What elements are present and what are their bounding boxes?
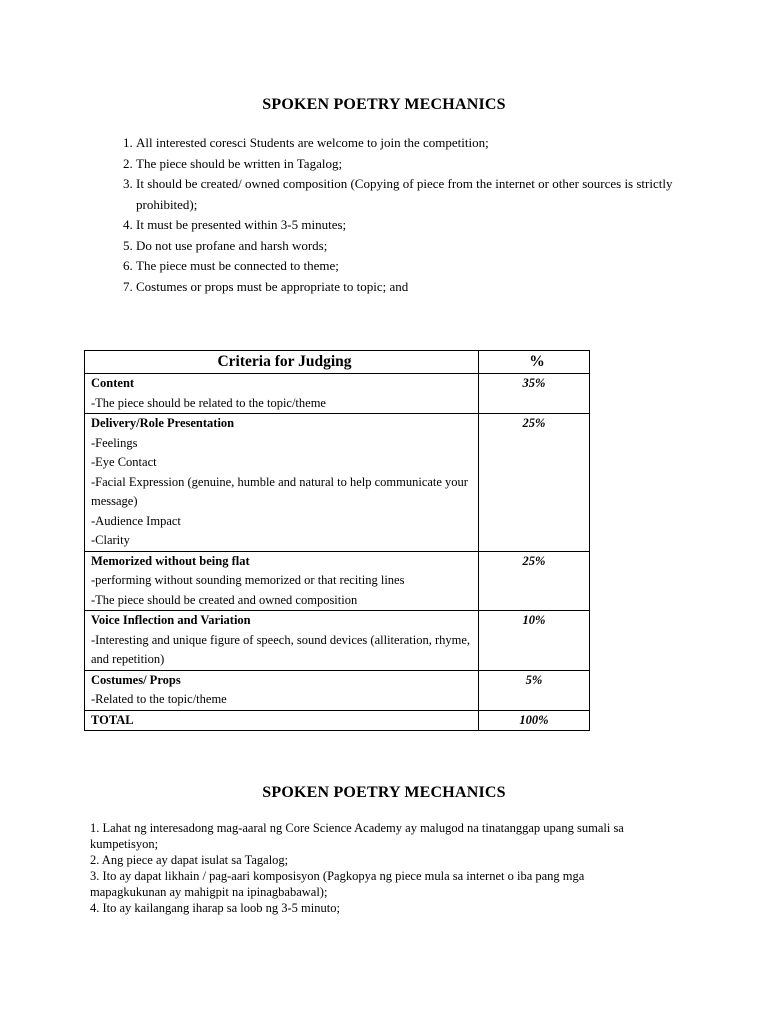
percent-cell: 25% — [479, 551, 590, 611]
rule-item: 7. Costumes or props must be appropriate to topic; and — [136, 277, 696, 298]
table-row — [85, 611, 590, 671]
table-row — [85, 374, 590, 414]
criteria-line: -Interesting and unique figure of speech, sound devices (alliteration, rhyme, and repetition) — [91, 632, 471, 666]
page-title: SPOKEN POETRY MECHANICS — [262, 96, 506, 113]
rule-item: 3. It should be created/ owned composition (Copying of piece from the internet or other sources is strictly prohibited); — [136, 174, 696, 215]
criteria-table — [84, 350, 590, 731]
criteria-title: Content — [91, 376, 135, 390]
rule-item: 1. Lahat ng interesadong mag-aaral ng Core Science Academy ay malugod na tinatanggap upang sumali sa kumpetisyon; — [90, 821, 624, 851]
rule-item: 5. Do not use profane and harsh words; — [136, 236, 696, 257]
total-percent: 100% — [479, 710, 590, 731]
criteria-cell — [85, 551, 479, 611]
rule-item: 3. Ito ay dapat likhain / pag-aari komposisyon (Pagkopya ng piece mula sa internet o iba pang mga mapagkukunan ay mahigpit na ipinagbabawal); — [90, 869, 585, 899]
criteria-cell — [85, 611, 479, 671]
rule-item: 4. Ito ay kailangang iharap sa loob ng 3-5 minuto; — [90, 901, 340, 915]
header-criteria: Criteria for Judging — [85, 351, 479, 374]
rule-item: 1. All interested coresci Students are welcome to join the competition; — [136, 133, 696, 154]
criteria-line: -Eye Contact — [91, 455, 157, 469]
percent-cell: 5% — [479, 670, 590, 710]
table-row — [85, 670, 590, 710]
criteria-title: Memorized without being flat — [91, 553, 250, 568]
percent-cell: 25% — [479, 414, 590, 552]
percent-cell: 35% — [479, 374, 590, 414]
header-percent: % — [479, 351, 590, 374]
criteria-line: -performing without sounding memorized or that reciting lines — [91, 573, 405, 587]
criteria-cell — [85, 374, 479, 414]
criteria-line: -The piece should be created and owned composition — [91, 592, 358, 607]
criteria-line: -The piece should be related to the topic/theme — [91, 395, 326, 410]
table-total-row — [85, 710, 590, 731]
rule-item: 6. The piece must be connected to theme; — [136, 256, 696, 277]
rule-item: 2. The piece should be written in Tagalog; — [136, 154, 696, 175]
table-row — [85, 551, 590, 611]
criteria-title: Costumes/ Props — [91, 672, 181, 687]
criteria-line: -Facial Expression (genuine, humble and natural to help communicate your message) — [91, 474, 468, 508]
criteria-line: -Feelings — [91, 435, 138, 450]
rule-item: 2. Ang piece ay dapat isulat sa Tagalog; — [90, 853, 289, 867]
criteria-line: -Audience Impact — [91, 513, 181, 528]
criteria-cell — [85, 670, 479, 710]
criteria-line: -Clarity — [91, 533, 130, 547]
table-row — [85, 414, 590, 552]
criteria-title: Voice Inflection and Variation — [91, 613, 251, 627]
table-header-row — [85, 351, 590, 374]
rule-item: 4. It must be presented within 3-5 minutes; — [136, 215, 696, 236]
criteria-title: Delivery/Role Presentation — [91, 416, 235, 430]
section-title-tagalog: SPOKEN POETRY MECHANICS — [262, 784, 506, 801]
total-label: TOTAL — [85, 710, 479, 731]
criteria-line: -Related to the topic/theme — [91, 692, 227, 706]
percent-cell: 10% — [479, 611, 590, 671]
rules-list-tagalog — [90, 820, 650, 916]
criteria-cell — [85, 414, 479, 552]
rules-list-english — [112, 133, 696, 297]
